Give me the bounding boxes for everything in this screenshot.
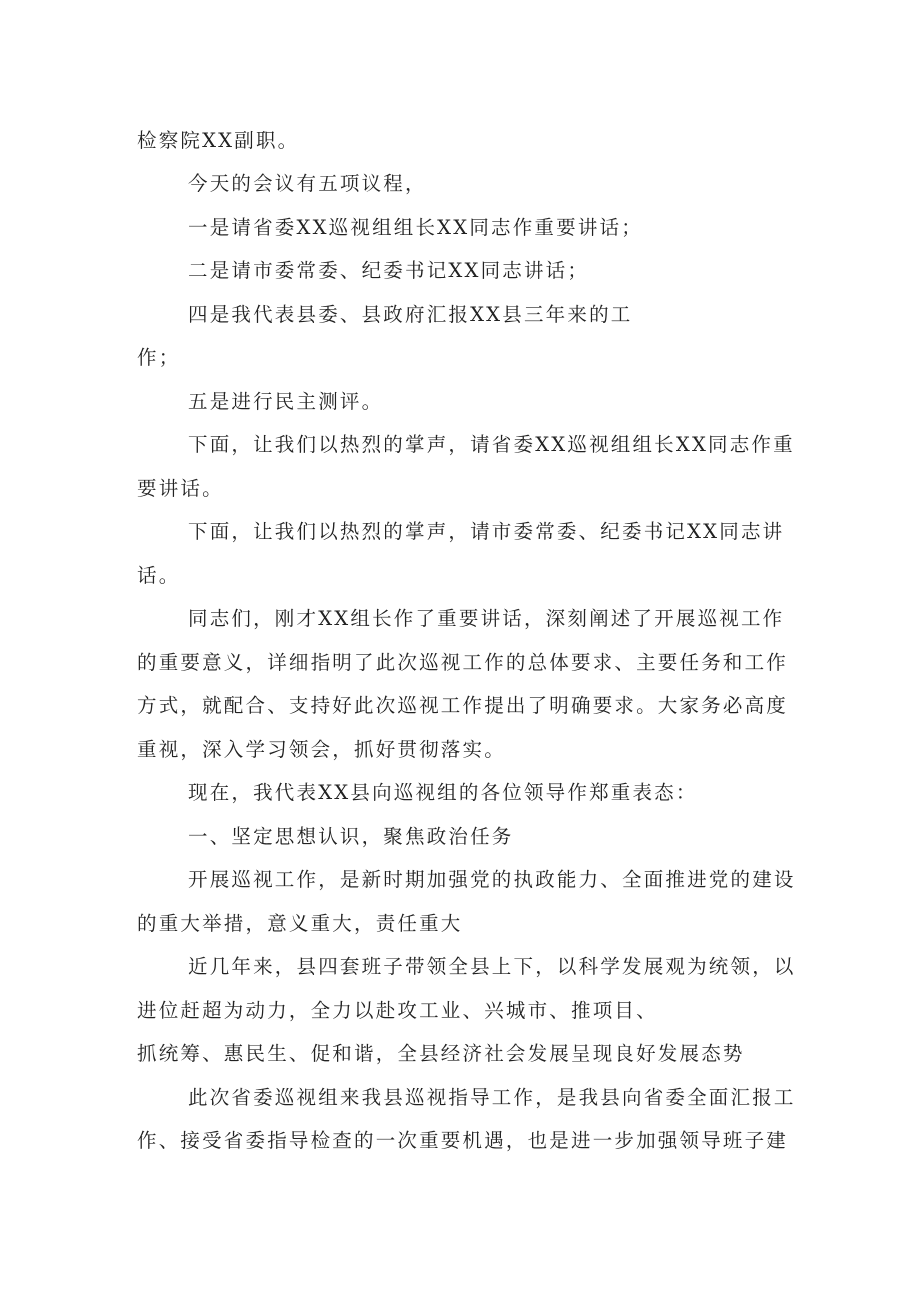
text-line: 同志们，刚才XX组长作了重要讲话，深刻阐述了开展巡视工作 — [188, 607, 785, 630]
text-line: 下面，让我们以热烈的掌声，请省委XX巡视组组长XX同志作重 — [188, 433, 795, 456]
text-line: 进位赶超为动力，全力以赴攻工业、兴城市、推项目、 — [137, 999, 658, 1022]
text-line: 此次省委巡视组来我县巡视指导工作，是我县向省委全面汇报工 — [188, 1086, 796, 1109]
text-line: 要讲话。 — [137, 477, 224, 500]
text-line: 话。 — [137, 564, 181, 587]
text-line: 检察院XX副职。 — [137, 129, 300, 152]
text-line: 的重大举措，意义重大，责任重大 — [137, 912, 463, 935]
text-line: 抓统筹、惠民生、促和谐，全县经济社会发展呈现良好发展态势 — [137, 1042, 745, 1065]
text-line: 的重要意义，详细指明了此次巡视工作的总体要求、主要任务和工作 — [137, 651, 789, 674]
text-line: 近几年来，县四套班子带领全县上下，以科学发展观为统领，以 — [188, 955, 796, 978]
text-line: 开展巡视工作，是新时期加强党的执政能力、全面推进党的建设 — [188, 868, 796, 891]
text-line: 重视，深入学习领会，抓好贯彻落实。 — [137, 738, 506, 761]
text-line: 一是请省委XX巡视组组长XX同志作重要讲话； — [188, 216, 643, 239]
text-line: 今天的会议有五项议程， — [188, 172, 427, 195]
text-line: 四是我代表县委、县政府汇报XX县三年来的工 — [188, 303, 633, 326]
text-line: 方式，就配合、支持好此次巡视工作提出了明确要求。大家务必高度 — [137, 694, 789, 717]
text-line: 五是进行民主测评。 — [188, 390, 384, 413]
section-heading: 一、坚定思想认识，聚焦政治任务 — [188, 825, 514, 848]
text-line: 作； — [137, 346, 181, 369]
text-line: 二是请市委常委、纪委书记XX同志讲话； — [188, 259, 590, 282]
text-line: 现在，我代表XX县向巡视组的各位领导作郑重表态： — [188, 781, 698, 804]
text-line: 作、接受省委指导检查的一次重要机遇，也是进一步加强领导班子建 — [137, 1129, 789, 1152]
text-line: 下面，让我们以热烈的掌声，请市委常委、纪委书记XX同志讲 — [188, 520, 785, 543]
